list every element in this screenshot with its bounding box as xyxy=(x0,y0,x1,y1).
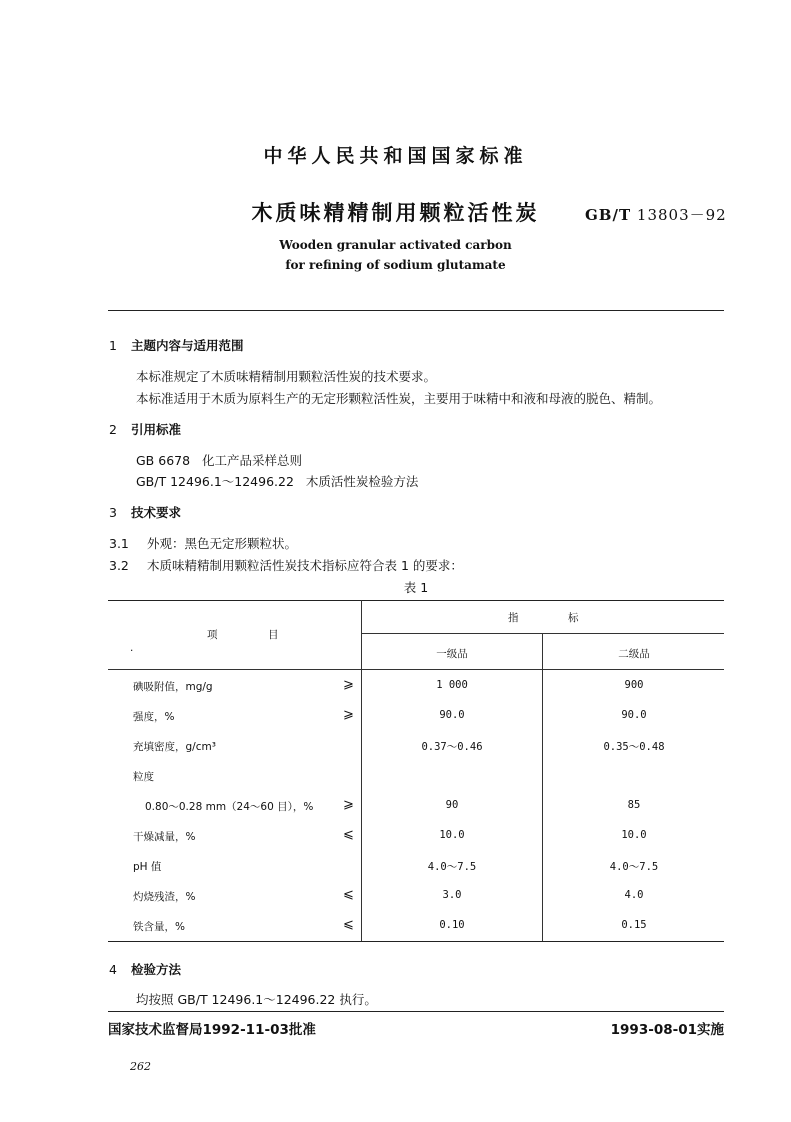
row-9-grade-2: 0.15 xyxy=(621,919,647,931)
section-1-paragraph-1: 本标准规定了木质味精精制用颗粒活性炭的技术要求。 xyxy=(136,369,437,384)
clause-number: 3.2 xyxy=(109,558,129,573)
row-1-grade-1: 1 000 xyxy=(436,679,468,691)
clause-number: 3.1 xyxy=(109,536,129,551)
row-5-item: 0.80～0.28 mm（24～60 目），% xyxy=(145,801,314,813)
section-1-heading xyxy=(109,336,244,354)
row-2-operator: ⩾ xyxy=(343,707,354,722)
table-bottom-rule xyxy=(108,941,724,942)
section-4-heading xyxy=(109,960,181,978)
row-8-item: 灼烧残渣，% xyxy=(133,891,196,903)
header-divider xyxy=(108,310,724,311)
section-number: 4 xyxy=(109,962,117,977)
table-column-divider-1 xyxy=(361,600,362,941)
row-1-grade-2: 900 xyxy=(624,679,644,691)
section-1-paragraph-2: 本标准适用于木质为原料生产的无定形颗粒活性炭，主要用于味精中和液和母液的脱色、精制。 xyxy=(136,391,662,406)
row-2-item: 强度，% xyxy=(133,711,175,723)
row-7-grade-1: 4.0～7.5 xyxy=(427,861,477,873)
row-2-grade-1: 90.0 xyxy=(439,709,465,721)
row-4-item: 粒度 xyxy=(133,771,154,783)
row-9-item: 铁含量，% xyxy=(133,921,185,933)
row-3-grade-2: 0.35～0.48 xyxy=(603,741,665,753)
table-header-rule-1 xyxy=(362,633,724,634)
row-8-operator: ⩽ xyxy=(343,887,354,902)
national-standard-heading: 中华人民共和国国家标准 xyxy=(263,145,528,167)
row-3-grade-1: 0.37～0.46 xyxy=(421,741,483,753)
section-3-heading xyxy=(109,503,181,521)
approval-date: 国家技术监督局1992-11-03批准 xyxy=(108,1022,316,1038)
footer-divider xyxy=(108,1011,724,1012)
reference-2 xyxy=(136,472,418,490)
row-9-grade-1: 0.10 xyxy=(439,919,465,931)
header-dot: · xyxy=(130,645,134,657)
page-number: 262 xyxy=(130,1060,151,1073)
section-2-heading xyxy=(109,420,181,438)
clause-3-1 xyxy=(109,534,297,552)
table-column-divider-2 xyxy=(542,633,543,941)
header-item-char-1: 项 xyxy=(207,629,218,641)
section-number: 3 xyxy=(109,505,117,520)
header-index-char-1: 指 xyxy=(508,612,519,624)
header-index-char-2: 标 xyxy=(568,612,579,624)
standard-title-en-line2: for refining of sodium glutamate xyxy=(285,258,506,272)
standard-title-cn: 木质味精精制用颗粒活性炭 xyxy=(251,201,540,225)
reference-title: 化工产品采样总则 xyxy=(201,453,302,468)
section-title: 检验方法 xyxy=(131,962,182,977)
standard-code-prefix: GB/T xyxy=(585,206,632,224)
section-title: 引用标准 xyxy=(131,422,182,437)
section-number: 1 xyxy=(109,338,117,353)
table-header-rule-2 xyxy=(108,669,724,670)
row-8-grade-2: 4.0 xyxy=(624,889,644,901)
section-title: 技术要求 xyxy=(131,505,182,520)
header-grade-1: 一级品 xyxy=(436,648,468,660)
row-7-grade-2: 4.0～7.5 xyxy=(609,861,659,873)
row-3-item: 充填密度，g/cm³ xyxy=(133,741,216,753)
row-5-grade-1: 90 xyxy=(445,799,459,811)
section-title: 主题内容与适用范围 xyxy=(131,338,244,353)
effective-date: 1993-08-01实施 xyxy=(610,1022,724,1038)
table-top-rule xyxy=(108,600,724,601)
table-caption: 表 1 xyxy=(403,580,429,595)
row-9-operator: ⩽ xyxy=(343,917,354,932)
row-1-item: 碘吸附值，mg/g xyxy=(133,681,213,693)
row-1-operator: ⩾ xyxy=(343,677,354,692)
row-6-grade-1: 10.0 xyxy=(439,829,465,841)
row-2-grade-2: 90.0 xyxy=(621,709,647,721)
header-item-char-2: 目 xyxy=(268,629,279,641)
standard-title-en-line1: Wooden granular activated carbon xyxy=(279,238,512,252)
header-grade-2: 二级品 xyxy=(618,648,650,660)
reference-code: GB 6678 xyxy=(136,453,191,468)
row-5-operator: ⩾ xyxy=(343,797,354,812)
reference-code: GB/T 12496.1～12496.22 xyxy=(136,474,294,489)
clause-text: 外观：黑色无定形颗粒状。 xyxy=(147,536,298,551)
row-6-grade-2: 10.0 xyxy=(621,829,647,841)
row-6-operator: ⩽ xyxy=(343,827,354,842)
clause-3-2 xyxy=(109,556,463,574)
standard-code xyxy=(585,204,727,225)
section-4-paragraph: 均按照 GB/T 12496.1～12496.22 执行。 xyxy=(136,992,377,1007)
row-7-item: pH 值 xyxy=(133,861,162,873)
reference-1 xyxy=(136,451,302,469)
section-number: 2 xyxy=(109,422,117,437)
row-6-item: 干燥减量，% xyxy=(133,831,196,843)
row-5-grade-2: 85 xyxy=(627,799,641,811)
standard-code-number: 13803－92 xyxy=(636,206,727,224)
clause-text: 木质味精精制用颗粒活性炭技术指标应符合表 1 的要求： xyxy=(147,558,463,573)
row-8-grade-1: 3.0 xyxy=(442,889,462,901)
reference-title: 木质活性炭检验方法 xyxy=(305,474,419,489)
